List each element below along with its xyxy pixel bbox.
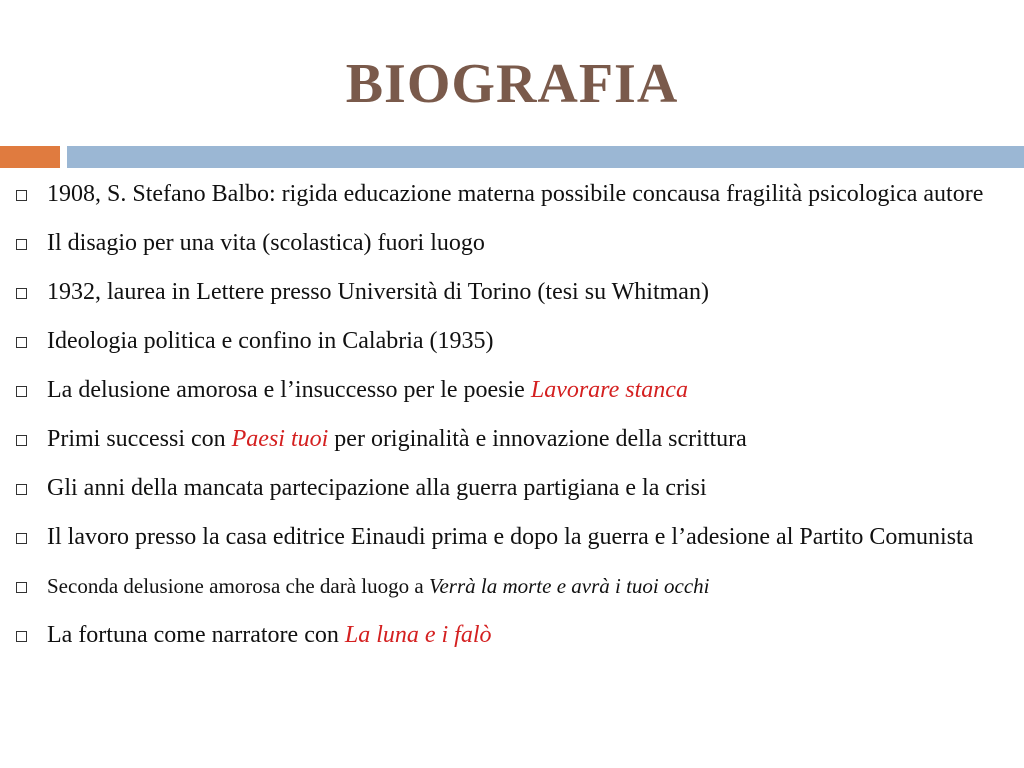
bullet-text: 1908, S. Stefano Balbo: rigida educazione materna possibile concausa fragilità psicologica autore <box>47 181 984 207</box>
list-item <box>0 423 1024 455</box>
hollow-square-icon <box>16 435 27 446</box>
hollow-square-icon <box>16 582 27 593</box>
book-title: Verrà la morte e avrà i tuoi occhi <box>428 574 710 598</box>
bullet-list <box>0 178 1024 668</box>
bullet-text: La delusione amorosa e l’insuccesso per le poesie <box>47 377 531 403</box>
hollow-square-icon <box>16 631 27 642</box>
list-item <box>0 521 1024 553</box>
hollow-square-icon <box>16 533 27 544</box>
list-item <box>0 178 1024 210</box>
list-item <box>0 325 1024 357</box>
bullet-text: Seconda delusione amorosa che darà luogo a <box>47 574 429 598</box>
hollow-square-icon <box>16 337 27 348</box>
list-item <box>0 619 1024 651</box>
bullet-text: Il lavoro presso la casa editrice Einaudi prima e dopo la guerra e l’adesione al Partito Comunista <box>47 524 974 550</box>
book-title: Paesi tuoi <box>231 426 329 452</box>
bullet-text: Primi successi con <box>47 426 232 452</box>
hollow-square-icon <box>16 190 27 201</box>
bullet-text: La fortuna come narratore con <box>47 622 345 648</box>
bullet-text-after: per originalità e innovazione della scrittura <box>328 426 747 452</box>
hollow-square-icon <box>16 484 27 495</box>
bullet-text: 1932, laurea in Lettere presso Università di Torino (tesi su Whitman) <box>47 279 709 305</box>
bullet-text: Gli anni della mancata partecipazione alla guerra partigiana e la crisi <box>47 475 707 501</box>
hollow-square-icon <box>16 288 27 299</box>
slide-title: BIOGRAFIA <box>345 53 679 115</box>
book-title: Lavorare stanca <box>530 377 688 403</box>
list-item <box>0 227 1024 259</box>
accent-bar-orange <box>0 146 60 168</box>
list-item <box>0 570 1024 602</box>
bullet-text: Ideologia politica e confino in Calabria (1935) <box>47 328 494 354</box>
book-title: La luna e i falò <box>344 622 492 648</box>
list-item <box>0 374 1024 406</box>
accent-bar-blue <box>67 146 1024 168</box>
list-item <box>0 472 1024 504</box>
list-item <box>0 276 1024 308</box>
hollow-square-icon <box>16 386 27 397</box>
hollow-square-icon <box>16 239 27 250</box>
bullet-text: Il disagio per una vita (scolastica) fuori luogo <box>47 230 485 256</box>
